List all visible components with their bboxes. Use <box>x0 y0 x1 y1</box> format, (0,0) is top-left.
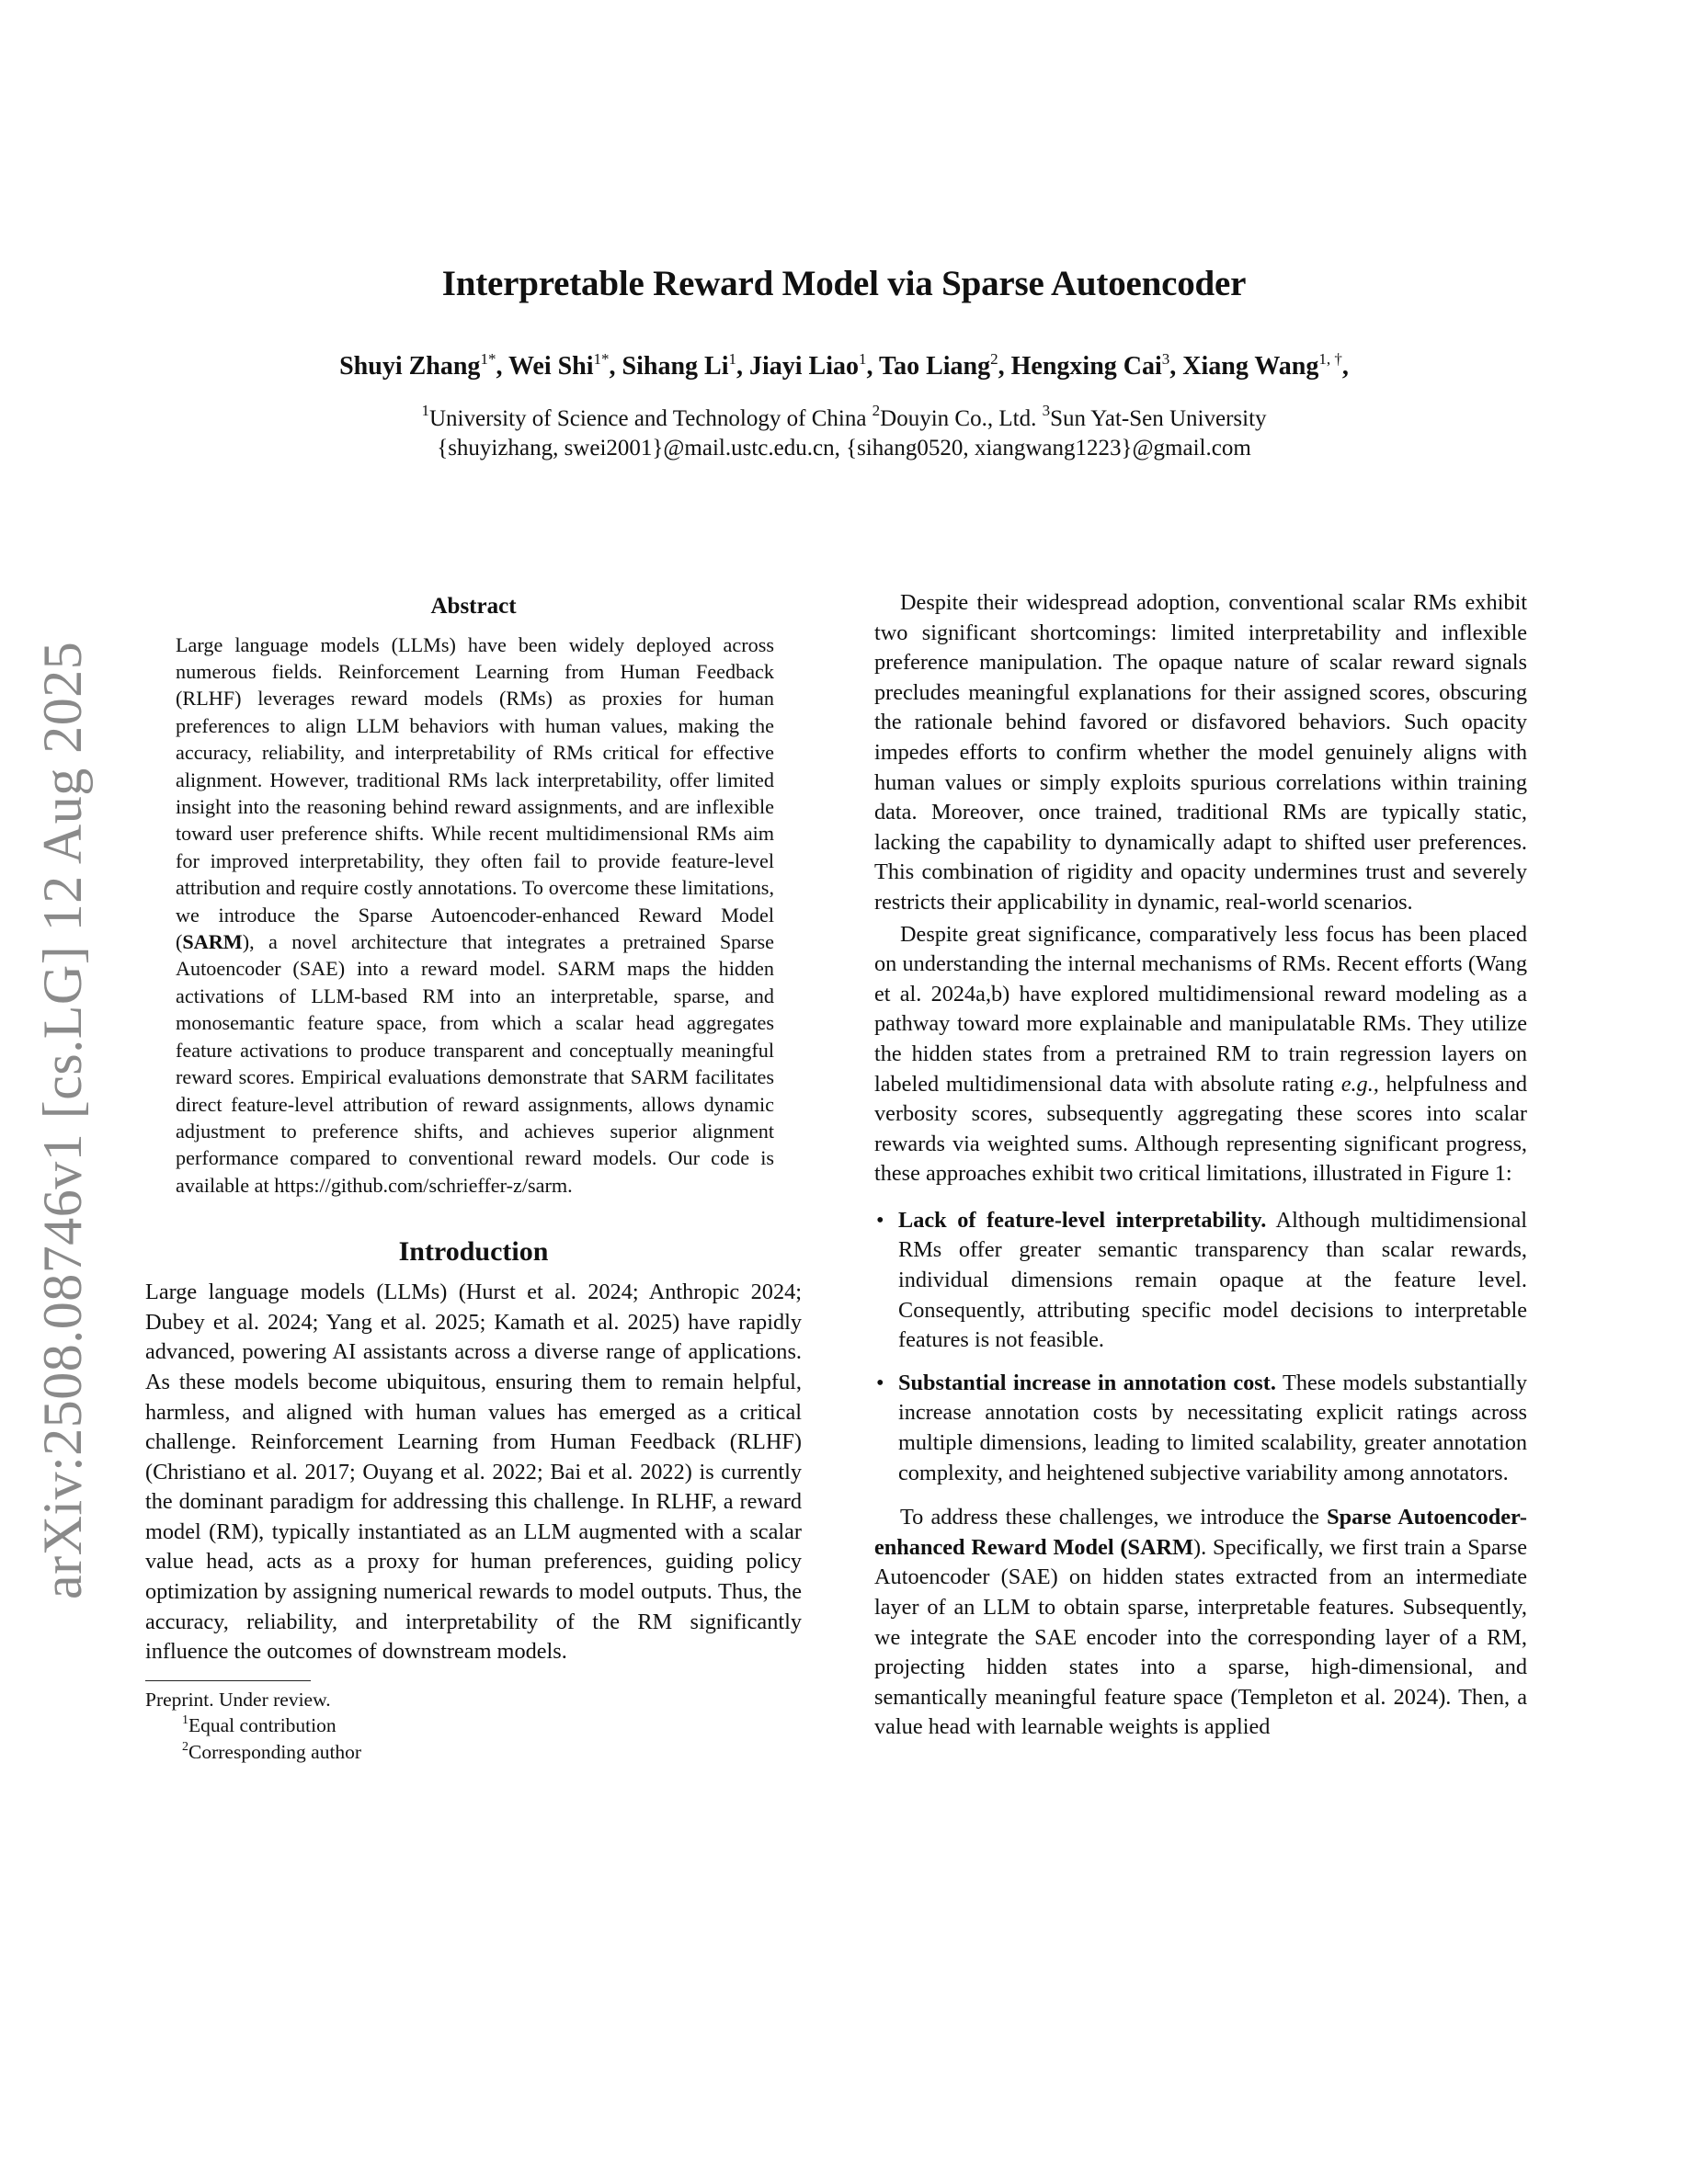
preprint-note: Preprint. Under review. <box>145 1688 331 1711</box>
author: Sihang Li$^1$ <box>622 350 736 381</box>
author-list: Shuyi Zhang$^{1*}$, Wei Shi$^{1*}$, Sihang Li$^1$, Jiayi Liao$^1$, Tao Liang$^2$, Hengxing Cai$^3$, Xiang Wang$^{1, \dagger}$, <box>339 350 1349 381</box>
author: Shuyi Zhang$^{1*}$ <box>339 350 496 381</box>
list-item: • Lack of feature-level interpretability. Although multidimensional RMs offer greater semantic transparency than scalar rewards, individual dimensions remain opaque at the feature level. Consequently, attributing specific model decisions to interpretable features is not feasible. <box>876 1207 1527 1353</box>
author: Xiang Wang$^{1, \dagger}$ <box>1182 350 1342 381</box>
footnote-corresponding-author: $^2$Corresponding author <box>182 1739 362 1763</box>
paper-title: Interpretable Reward Model via Sparse Autoencoder <box>441 264 1247 303</box>
affiliations <box>0 404 1688 463</box>
author: Hengxing Cai$^3$ <box>1010 350 1170 381</box>
paragraph-shortcomings: Despite their widespread adoption, conventional scalar RMs exhibit two significant shortcomings: limited interpretability and inflexible preference manipulation. The opaque nature of scalar reward signals precludes meaningful explanations for their assigned scores, obscuring the rationale behind favored or disfavored behaviors. Such opacity impedes efforts to confirm whether the model genuinely aligns with human values or simply exploits spurious correlations within training data. Moreover, once trained, traditional RMs are typically static, lacking the capability to dynamically adapt to shifted user preferences. This combination of rigidity and opacity undermines trust and severely restricts their applicability in dynamic, real-world scenarios. <box>874 590 1527 915</box>
author: Jiayi Liao$^1$ <box>748 350 867 381</box>
bullet-icon: • <box>876 1370 884 1395</box>
right-column <box>874 588 1527 1743</box>
abstract-heading: Abstract <box>430 594 517 619</box>
code-link[interactable]: https://github.com/schrieffer-z/sarm <box>274 1173 568 1197</box>
limitations-list <box>874 1206 1527 1488</box>
paragraph-sarm-intro: To address these challenges, we introduce the Sparse Autoencoder-enhanced Reward Model (SARM). Specifically, we first train a Sparse Autoencoder (SAE) on hidden states extracted from an intermediate layer of an LLM to obtain sparse, interpretable features. Subsequently, we integrate the SAE encoder into the corresponding layer of a RM, projecting hidden states into a sparse, high-dimensional, and semantically meaningful feature space (Templeton et al. 2024). Then, a value head with learnable weights is applied <box>874 1505 1528 1740</box>
bullet-icon: • <box>876 1207 884 1233</box>
author-emails: {shuyizhang, swei2001}@mail.ustc.edu.cn, {sihang0520, xiangwang1223}@gmail.com <box>437 436 1251 461</box>
introduction-paragraph: Large language models (LLMs) (Hurst et al. 2024; Anthropic 2024; Dubey et al. 2024; Yang et al. 2025; Kamath et al. 2025) have rapidly advanced, powering AI assistants across a diverse range of applications. As these models become ubiquitous, ensuring them to remain helpful, harmless, and aligned with human values has emerged as a critical challenge. Reinforcement Learning from Human Feedback (RLHF) (Christiano et al. 2017; Ouyang et al. 2022; Bai et al. 2022) is currently the dominant paradigm for addressing this challenge. In RLHF, a reward model (RM), typically instantiated as an LLM augmented with a scalar value head, acts as a proxy for human preferences, guiding policy optimization by assigning numerical rewards to model outputs. Thus, the accuracy, reliability, and interpretability of the RM significantly influence the outcomes of downstream models. <box>145 1280 802 1665</box>
left-column <box>145 588 802 1765</box>
paragraph-multidimensional-rms: Despite great significance, comparatively less focus has been placed on understanding the internal mechanisms of RMs. Recent efforts (Wang et al. 2024a,b) have explored multidimensional reward modeling as a pathway toward more explainable and manipulatable RMs. They utilize the hidden states from a pretrained RM to train regression layers on labeled multidimensional data with absolute rating e.g., helpfulness and verbosity scores, subsequently aggregating these scores into scalar rewards via weighted sums. Although representing significant progress, these approaches exhibit two critical limitations, illustrated in Figure 1: <box>874 921 1527 1187</box>
introduction-heading: Introduction <box>398 1236 549 1268</box>
footnotes <box>145 1687 802 1766</box>
footnote-equal-contribution: $^1$Equal contribution <box>182 1713 336 1737</box>
footnote-divider <box>145 1680 311 1681</box>
abstract-text: Large language models (LLMs) have been widely deployed across numerous fields. Reinforcement Learning from Human Feedback (RLHF) leverages reward models (RMs) as proxies for human preferences to align LLM behaviors with human values, making the accuracy, reliability, and interpretability of RMs critical for effective alignment. However, traditional RMs lack interpretability, offer limited insight into the reasoning behind reward assignments, and are inflexible toward user preference shifts. While recent multidimensional RMs aim for improved interpretability, they often fail to provide feature-level attribution and require costly annotations. To overcome these limitations, we introduce the Sparse Autoencoder-enhanced Reward Model (SARM), a novel architecture that integrates a pretrained Sparse Autoencoder (SAE) into a reward model. SARM maps the hidden activations of LLM-based RM into an interpretable, sparse, and monosemantic feature space, from which a scalar head aggregates feature activations to produce transparent and conceptually meaningful reward scores. Empirical evaluations demonstrate that SARM facilitates direct feature-level attribution of reward assignments, allows dynamic adjustment to preference shifts, and achieves superior alignment performance compared to conventional reward models. Our code is available at https://github.com/schrieffer-z/sarm. <box>176 632 774 1197</box>
affiliation-line: $^1$University of Science and Technology of China $^2$Douyin Co., Ltd. $^3$Sun Yat-Sen University <box>421 402 1267 431</box>
arxiv-side-stamp: arXiv:2508.08746v1 [cs.LG] 12 Aug 2025 <box>32 641 93 1599</box>
author: Wei Shi$^{1*}$ <box>508 350 610 381</box>
list-item: • Substantial increase in annotation cost. These models substantially increase annotation costs by necessitating explicit ratings across multiple dimensions, leading to limited scalability, greater annotation complexity, and heightened subjective variability among annotators. <box>876 1370 1527 1485</box>
author: Tao Liang$^2$ <box>879 350 998 381</box>
